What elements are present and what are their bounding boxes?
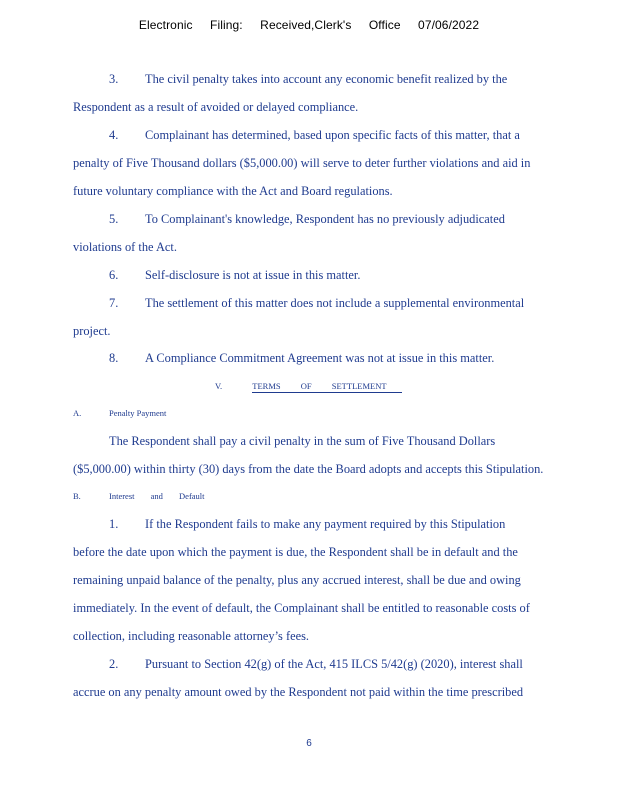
page-number: 6 xyxy=(306,738,312,749)
paragraph-text: remaining unpaid balance of the penalty, plus any accrued interest, shall be due and owing xyxy=(73,573,521,587)
paragraph-number: 3. xyxy=(109,72,119,86)
paragraph-text: The civil penalty takes into account any economic benefit realized by the xyxy=(145,72,508,86)
paragraph-text: Respondent as a result of avoided or delayed compliance. xyxy=(73,100,359,114)
paragraph-text: Pursuant to Section 42(g) of the Act, 415 ILCS 5/42(g) (2020), interest shall xyxy=(145,657,523,671)
paragraph-number: 2. xyxy=(109,657,119,671)
header-word: Office xyxy=(368,18,401,32)
subsection-label xyxy=(109,491,205,501)
paragraph-number: 8. xyxy=(109,351,119,365)
section-heading xyxy=(215,381,402,393)
subsection-letter: A. xyxy=(73,408,82,418)
header-word: Filing: xyxy=(210,18,243,32)
paragraph-text: The Respondent shall pay a civil penalty in the sum of Five Thousand Dollars xyxy=(109,434,496,448)
subsection-label-word: Interest xyxy=(109,491,135,501)
subsection-label-word: Default xyxy=(179,491,205,501)
section-title-word: OF xyxy=(300,381,312,391)
subsection-heading xyxy=(73,491,205,501)
section-title-word: SETTLEMENT xyxy=(331,381,387,391)
paragraph-text: immediately. In the event of default, the Complainant shall be entitled to reasonable costs of xyxy=(73,601,530,615)
paragraph-number: 1. xyxy=(109,517,119,531)
paragraph-text: before the date upon which the payment is due, the Respondent shall be in default and the xyxy=(73,545,518,559)
subsection-label: Penalty Payment xyxy=(109,408,167,418)
header-date: 07/06/2022 xyxy=(418,18,480,32)
paragraph-text: violations of the Act. xyxy=(73,240,177,254)
paragraph-number: 4. xyxy=(109,128,119,142)
paragraph-text: penalty of Five Thousand dollars ($5,000.00) will serve to deter further violations and aid in xyxy=(73,156,531,170)
header-word: Received,Clerk's xyxy=(260,18,352,32)
filing-stamp-header xyxy=(0,18,618,32)
paragraph-text: Complainant has determined, based upon specific facts of this matter, that a xyxy=(145,128,520,142)
subsection-label-word: and xyxy=(150,491,163,501)
paragraph-text: accrue on any penalty amount owed by the Respondent not paid within the time prescribed xyxy=(73,685,524,699)
section-numeral: V. xyxy=(215,381,223,391)
header-word: Electronic xyxy=(138,18,193,32)
section-title-word: TERMS xyxy=(252,381,281,391)
paragraph-number: 7. xyxy=(109,296,119,310)
paragraph-text: If the Respondent fails to make any payment required by this Stipulation xyxy=(145,517,506,531)
paragraph-text: ($5,000.00) within thirty (30) days from the date the Board adopts and accepts this Stipulation. xyxy=(73,462,544,476)
subsection-heading xyxy=(73,408,167,418)
subsection-letter: B. xyxy=(73,491,81,501)
section-title xyxy=(252,381,402,393)
paragraph-number: 6. xyxy=(109,268,119,282)
paragraph-text: To Complainant's knowledge, Respondent has no previously adjudicated xyxy=(145,212,505,226)
paragraph-text: The settlement of this matter does not include a supplemental environmental xyxy=(145,296,525,310)
paragraph-text: project. xyxy=(73,324,111,338)
paragraph-text: A Compliance Commitment Agreement was not at issue in this matter. xyxy=(145,351,495,365)
paragraph-number: 5. xyxy=(109,212,119,226)
paragraph-text: Self-disclosure is not at issue in this matter. xyxy=(145,268,361,282)
paragraph-text: collection, including reasonable attorney’s fees. xyxy=(73,629,310,643)
paragraph-text: future voluntary compliance with the Act and Board regulations. xyxy=(73,184,393,198)
